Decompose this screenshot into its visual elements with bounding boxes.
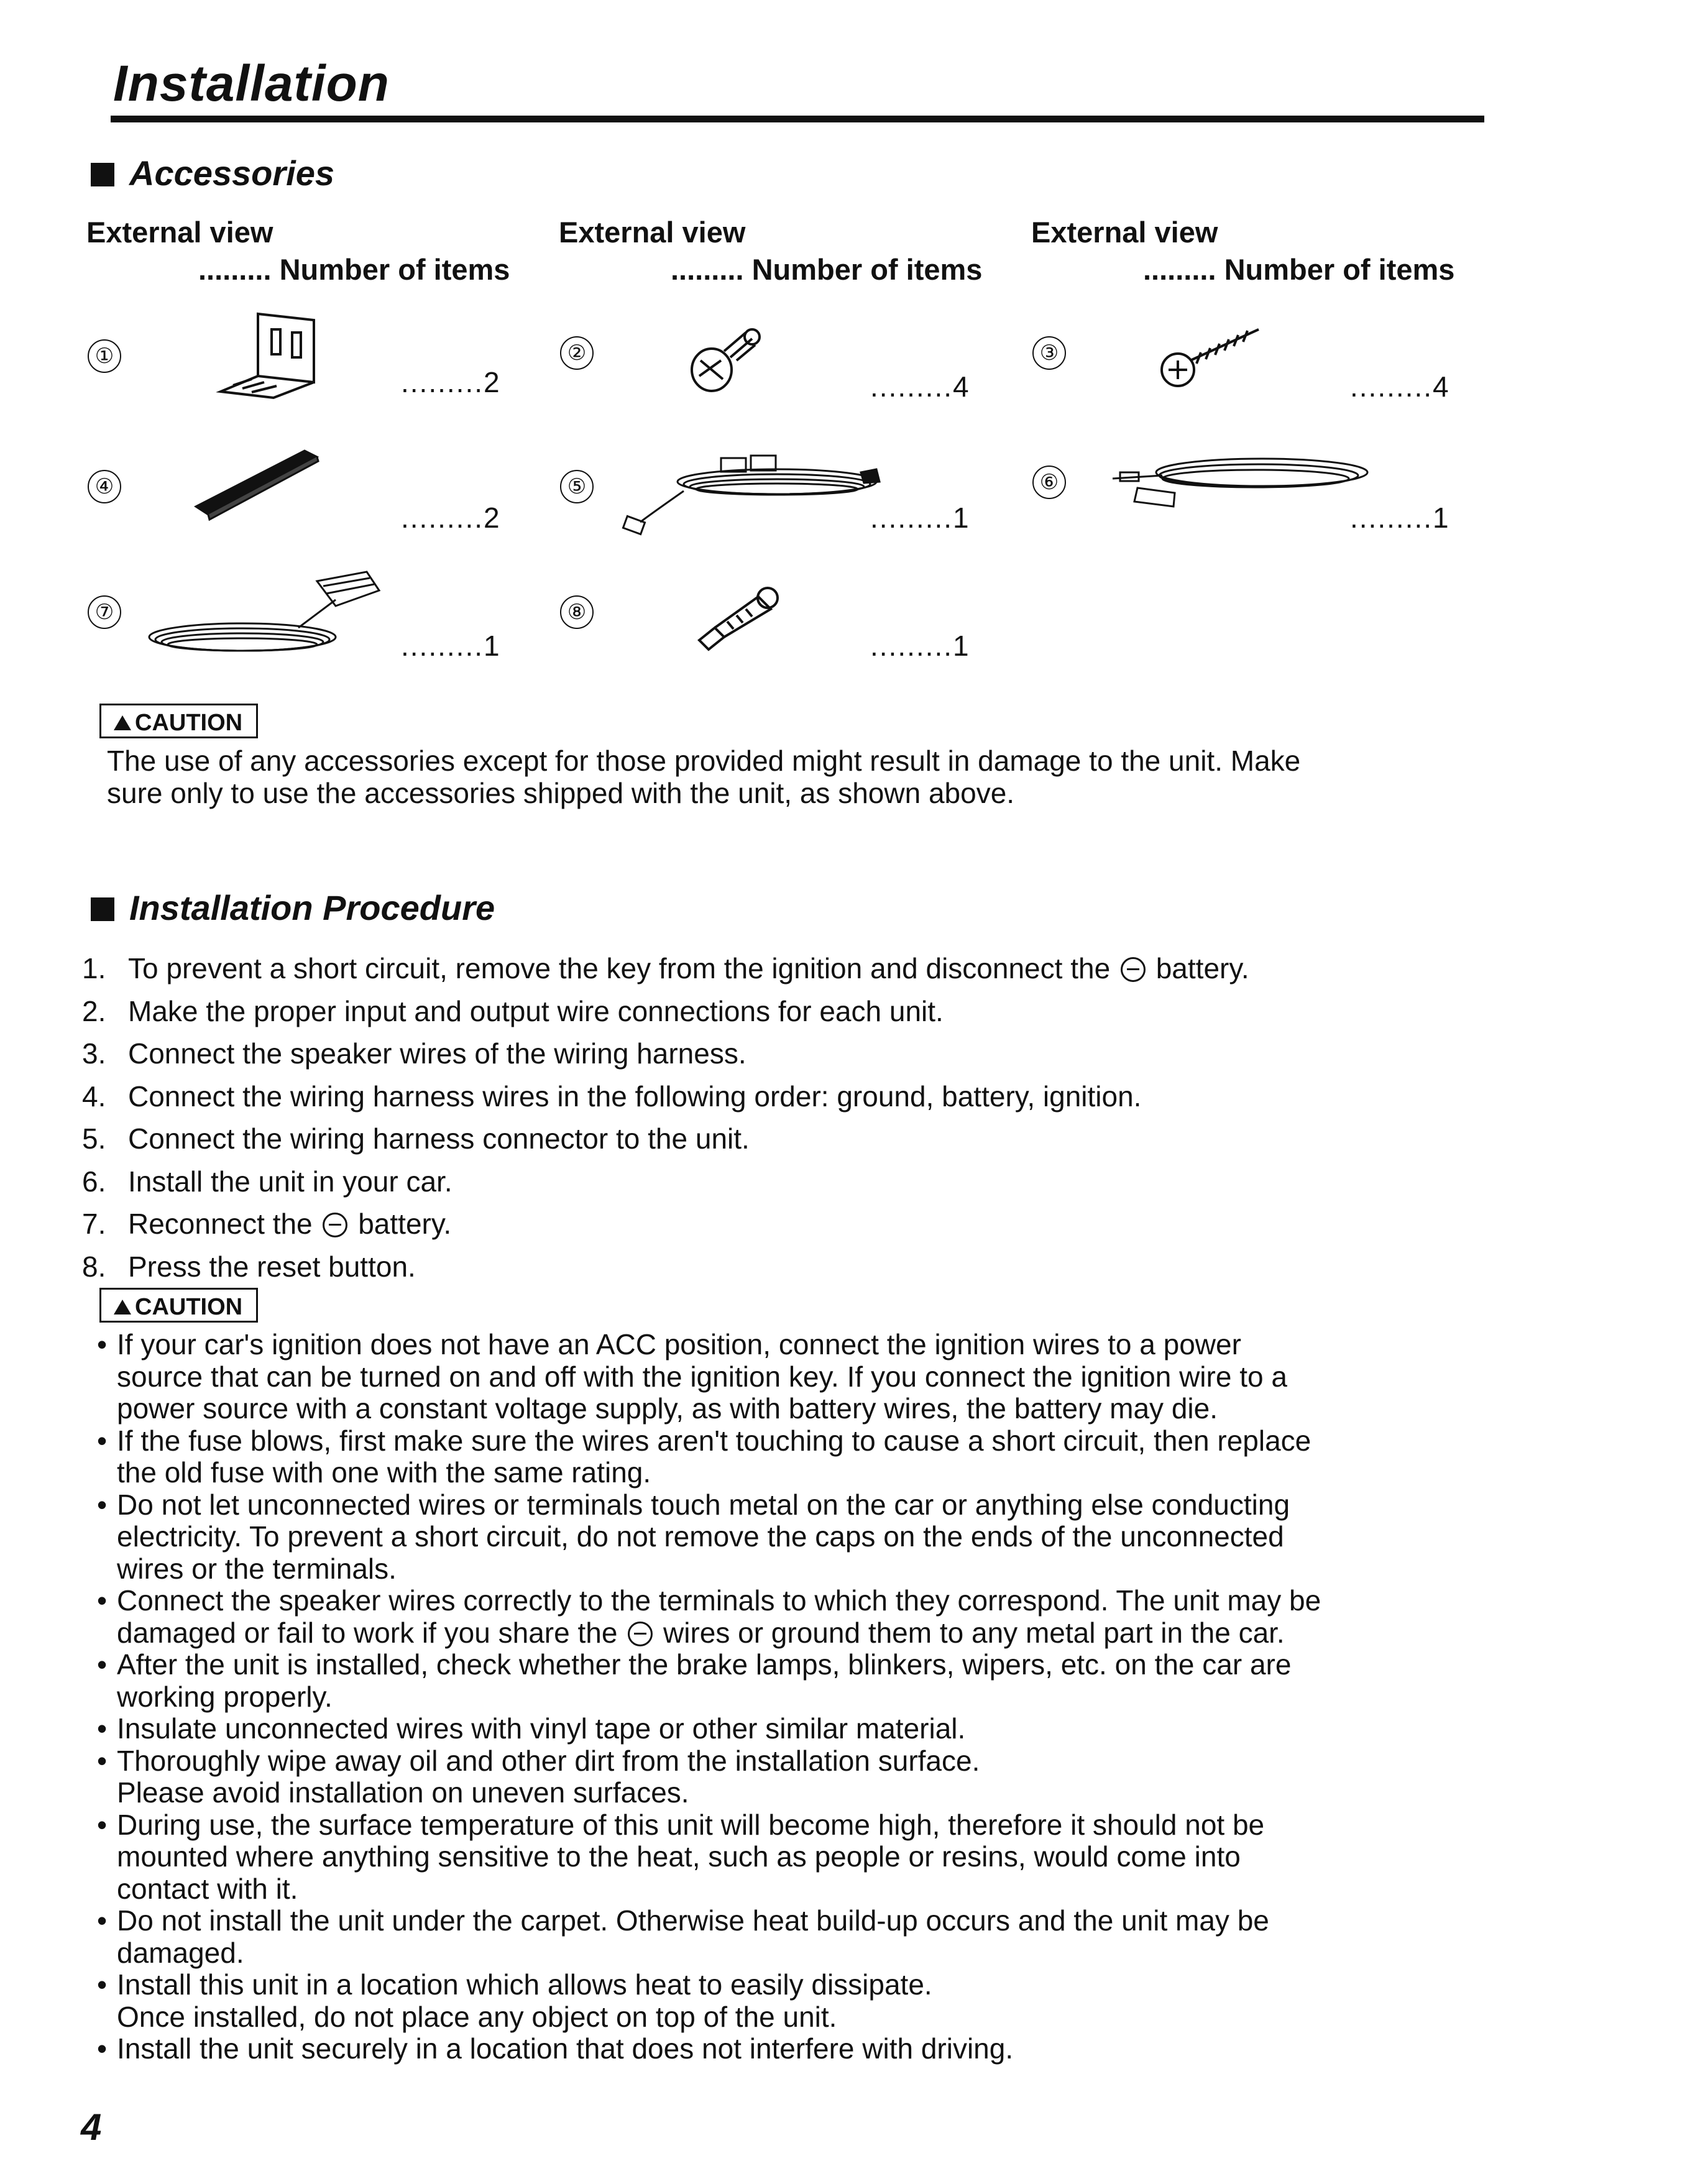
step-item: [82, 1120, 1512, 1163]
item-number: ⑥: [1032, 466, 1066, 499]
bullet-dot-icon: •: [97, 1904, 108, 1937]
step-item: [82, 950, 1512, 993]
mounting-bracket-icon: [214, 308, 320, 401]
item-number: ④: [88, 470, 121, 503]
step-text: Reconnect the: [128, 1208, 313, 1240]
caution-bullet: [93, 1585, 1498, 1649]
item-count: .........1: [870, 630, 970, 662]
step-number: 2.: [82, 994, 106, 1027]
step-number: 3.: [82, 1037, 106, 1070]
velcro-strip-icon: [190, 441, 323, 522]
caution-bullet: [93, 2033, 1498, 2065]
item-count: .........4: [870, 370, 970, 403]
power-cable-icon: [615, 444, 889, 544]
caution-line: mounted where anything sensitive to the heat, such as people or resins, would come into: [117, 1840, 1241, 1873]
column-header-sublabel: ......... Number of items: [671, 253, 983, 286]
caution-line: If your car's ignition does not have an ACC position, connect the ignition wires to a power: [117, 1328, 1241, 1360]
step-text: Connect the speaker wires of the wiring harness.: [128, 1037, 746, 1070]
caution-line: electricity. To prevent a short circuit, do not remove the caps on the ends of the unconnected: [117, 1520, 1284, 1553]
caution-line: After the unit is installed, check whether the brake lamps, blinkers, wipers, etc. on the car are: [117, 1648, 1292, 1681]
caution-line: the old fuse with one with the same rating.: [117, 1456, 651, 1489]
column-header-label: External view: [1031, 216, 1218, 249]
item-count: .........1: [1350, 502, 1450, 534]
bullet-dot-icon: •: [97, 1424, 108, 1457]
column-header-2: [559, 214, 982, 288]
caution-line: damaged.: [117, 1936, 244, 1969]
step-text: battery.: [1155, 952, 1249, 984]
column-header-sublabel: ......... Number of items: [1143, 253, 1455, 286]
step-number: 7.: [82, 1208, 106, 1240]
step-text: Press the reset button.: [128, 1250, 416, 1283]
minus-terminal-icon: [1121, 957, 1146, 982]
item-number: ①: [88, 339, 121, 373]
wiring-harness-icon: [137, 556, 398, 668]
item-count: .........2: [401, 366, 501, 398]
item-number: ⑦: [88, 595, 121, 629]
caution-label-text: CAUTION: [135, 1294, 243, 1320]
caution-line: Once installed, do not place any object on top of the unit.: [117, 2000, 837, 2033]
caution-line: If the fuse blows, first make sure the wires aren't touching to cause a short circuit, then replace: [117, 1424, 1311, 1457]
step-item: [82, 1248, 1512, 1291]
caution-line: power source with a constant voltage supply, as with battery wires, the battery may die.: [117, 1392, 1218, 1425]
caution-line: Do not let unconnected wires or terminals touch metal on the car or anything else conducting: [117, 1488, 1290, 1521]
caution-line: working properly.: [117, 1680, 333, 1713]
caution-line-part: damaged or fail to work if you share the: [117, 1616, 618, 1649]
step-text: Make the proper input and output wire connections for each unit.: [128, 994, 944, 1027]
column-header-sublabel: ......... Number of items: [198, 253, 510, 286]
caution-bullet: [93, 1425, 1498, 1489]
bullet-dot-icon: •: [97, 1584, 108, 1617]
item-number: ③: [1032, 336, 1066, 370]
step-text: Connect the wiring harness wires in the following order: ground, battery, ignition.: [128, 1080, 1142, 1113]
column-header-label: External view: [559, 216, 746, 249]
procedure-heading-text: Installation Procedure: [129, 888, 495, 927]
caution-line: Insulate unconnected wires with vinyl tape or other similar material.: [117, 1712, 966, 1745]
step-number: 4.: [82, 1080, 106, 1113]
fuse-wire-icon: [1100, 444, 1374, 531]
step-item: [82, 1078, 1512, 1121]
caution-line: During use, the surface temperature of this unit will become high, therefore it should not be: [117, 1808, 1265, 1841]
item-number: ②: [560, 336, 594, 370]
step-text: To prevent a short circuit, remove the key from the ignition and disconnect the: [128, 952, 1111, 984]
column-header-3: [1031, 214, 1454, 288]
caution-label-text: CAUTION: [135, 710, 243, 736]
step-item: [82, 1035, 1512, 1078]
step-number: 1.: [82, 952, 106, 984]
procedure-heading: [91, 888, 495, 928]
caution-bullet: [93, 1329, 1498, 1425]
caution-bullet: [93, 1809, 1498, 1906]
caution-line: contact with it.: [117, 1872, 298, 1905]
caution-line: Install the unit securely in a location that does not interfere with driving.: [117, 2032, 1014, 2065]
step-text: battery.: [358, 1208, 452, 1240]
caution-line: Connect the speaker wires correctly to the terminals to which they correspond. The unit may be: [117, 1584, 1321, 1617]
bullet-dot-icon: •: [97, 1712, 108, 1745]
step-text: Install the unit in your car.: [128, 1165, 452, 1198]
warning-triangle-icon: [114, 1300, 131, 1315]
page-number: 4: [81, 2106, 102, 2148]
caution-line: wires or the terminals.: [117, 1552, 397, 1585]
caution-bullets: [93, 1329, 1498, 2065]
connector-icon: [690, 584, 789, 653]
step-item: [82, 1163, 1512, 1206]
caution-label: [99, 1288, 258, 1323]
item-count: .........4: [1350, 370, 1450, 403]
caution-bullet: [93, 1489, 1498, 1585]
step-item: [82, 993, 1512, 1035]
caution-line: source that can be turned on and off with the ignition key. If you connect the ignition wire to a: [117, 1360, 1287, 1393]
minus-terminal-icon: [628, 1622, 653, 1646]
caution-text-line: The use of any accessories except for those provided might result in damage to the unit. Make: [107, 745, 1301, 777]
caution-line: Please avoid installation on uneven surfaces.: [117, 1776, 689, 1809]
caution-line: [117, 1617, 1498, 1649]
caution-line: Do not install the unit under the carpet. Otherwise heat build-up occurs and the unit may be: [117, 1904, 1269, 1937]
caution-bullet: [93, 1745, 1498, 1809]
section-bullet-icon: [91, 897, 114, 921]
step-number: 6.: [82, 1165, 106, 1198]
bullet-dot-icon: •: [97, 1808, 108, 1841]
item-number: ⑤: [560, 470, 594, 503]
caution-line-part: wires or ground them to any metal part in the car.: [663, 1616, 1285, 1649]
step-number: 8.: [82, 1250, 106, 1283]
accessories-heading: [91, 153, 334, 193]
bullet-dot-icon: •: [97, 1328, 108, 1360]
bullet-dot-icon: •: [97, 1648, 108, 1681]
item-count: .........1: [870, 502, 970, 534]
flange-screw-icon: [687, 323, 768, 398]
caution-line: Thoroughly wipe away oil and other dirt from the installation surface.: [117, 1744, 980, 1777]
caution-bullet: [93, 1905, 1498, 1969]
caution-bullet: [93, 1969, 1498, 2033]
column-header-label: External view: [86, 216, 273, 249]
bullet-dot-icon: •: [97, 2032, 108, 2065]
title-rule: [111, 116, 1484, 122]
caution-bullet: [93, 1713, 1498, 1745]
caution-bullet: [93, 1649, 1498, 1713]
page-title: Installation: [113, 55, 390, 112]
accessories-heading-text: Accessories: [129, 154, 335, 193]
column-header-1: [86, 214, 510, 288]
caution-text-line: sure only to use the accessories shipped with the unit, as shown above.: [107, 777, 1015, 809]
bullet-dot-icon: •: [97, 1744, 108, 1777]
step-item: [82, 1205, 1512, 1248]
accessories-caution-text: [107, 745, 1300, 809]
bullet-dot-icon: •: [97, 1488, 108, 1521]
procedure-steps: [82, 950, 1512, 1290]
caution-line: Install this unit in a location which allows heat to easily dissipate.: [117, 1968, 932, 2001]
tapping-screw-icon: [1156, 320, 1265, 392]
caution-label: [99, 704, 258, 738]
item-count: .........2: [401, 502, 501, 534]
section-bullet-icon: [91, 163, 114, 186]
step-number: 5.: [82, 1122, 106, 1155]
step-text: Connect the wiring harness connector to the unit.: [128, 1122, 750, 1155]
bullet-dot-icon: •: [97, 1968, 108, 2001]
item-count: .........1: [401, 630, 501, 662]
warning-triangle-icon: [114, 715, 131, 730]
item-number: ⑧: [560, 595, 594, 629]
minus-terminal-icon: [323, 1213, 347, 1237]
